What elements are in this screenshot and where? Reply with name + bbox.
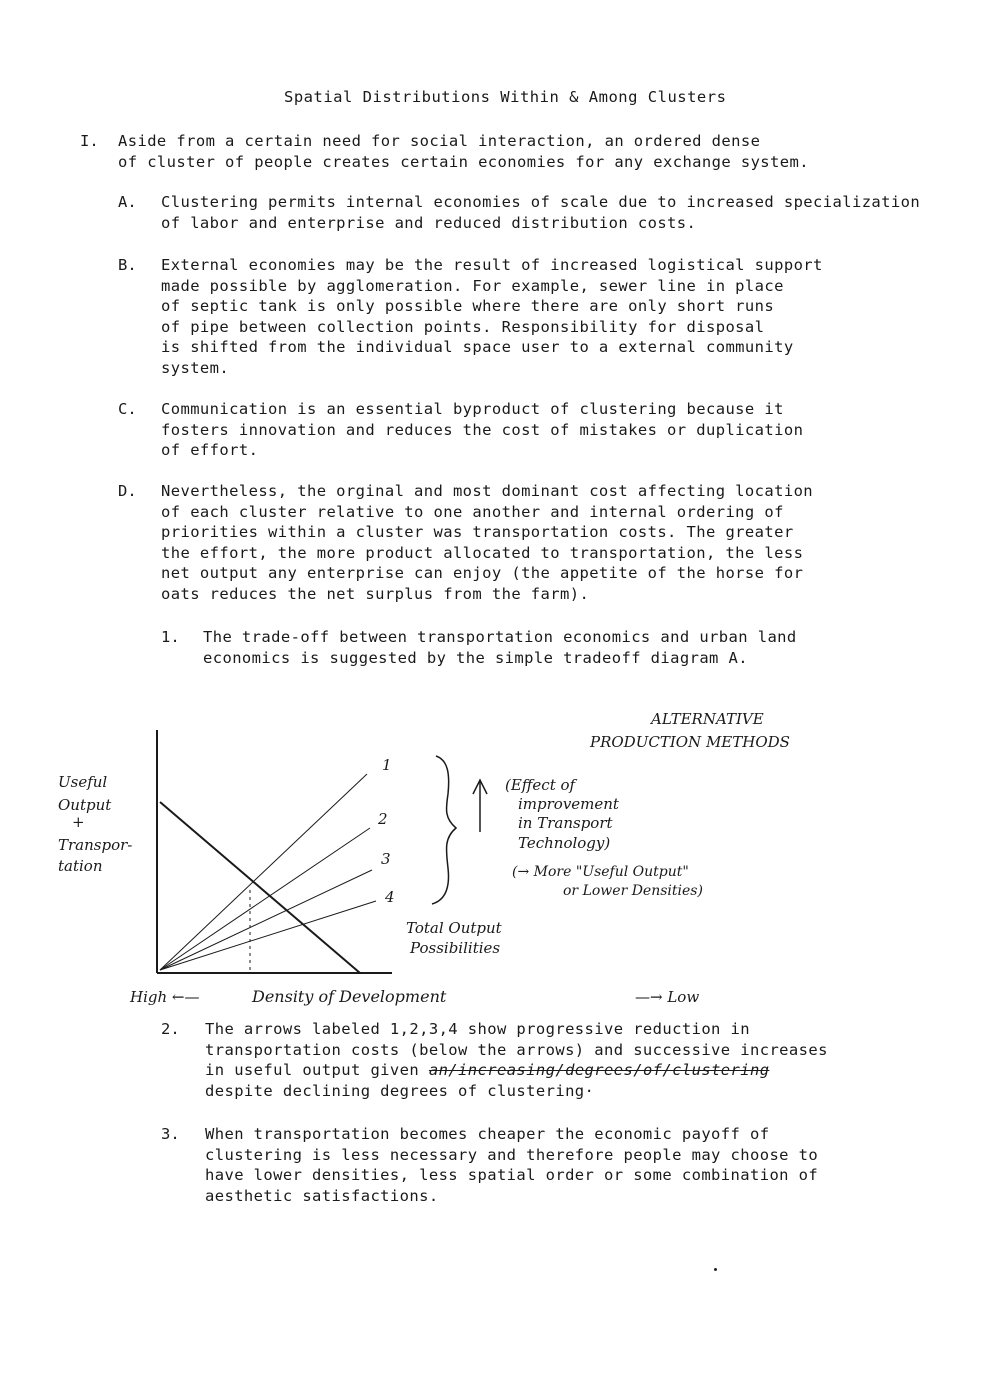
text-line: priorities within a cluster was transportation costs. The greater (161, 523, 794, 542)
subitem-2-text (205, 1019, 828, 1101)
text-line: Nevertheless, the orginal and most dominant cost affecting location (161, 482, 814, 500)
brace (432, 756, 456, 904)
y-axis-label: Useful (58, 773, 108, 791)
text-line: made possible by agglomeration. For example, sewer line in place (161, 276, 784, 295)
subitem-marker: 1. (161, 628, 180, 646)
more-output-note: (→ More "Useful Output" (512, 864, 689, 880)
text-line: transportation costs (below the arrows) and successive increases (205, 1040, 828, 1059)
x-axis-label-right: —→ Low (635, 988, 700, 1006)
x-axis-label-middle: Density of Development (252, 987, 447, 1006)
transport-cost-line (160, 802, 360, 973)
text-line: of effort. (161, 441, 259, 460)
total-output-label: Total Output (406, 919, 502, 937)
item-marker: C. (118, 400, 137, 418)
item-B-text (161, 255, 823, 379)
text-line: of each cluster relative to one another and internal ordering of (161, 502, 784, 521)
line-label-4: 4 (385, 888, 395, 906)
item-C-text (161, 399, 803, 461)
text-line: of cluster of people creates certain economies for any exchange system. (118, 152, 809, 171)
text-line: despite declining degrees of clustering· (205, 1081, 595, 1100)
text-line: is shifted from the individual space user to a external community (161, 338, 794, 357)
page-title: Spatial Distributions Within & Among Clusters (284, 88, 727, 106)
text-line: Communication is an essential byproduct of clustering because it (161, 400, 784, 418)
text-line: system. (161, 358, 230, 377)
text-line: Clustering permits internal economies of scale due to increased specialization (161, 193, 921, 211)
item-marker: A. (118, 193, 137, 211)
item-marker: D. (118, 482, 137, 500)
stray-mark (714, 1268, 717, 1271)
text-line: fosters innovation and reduces the cost of mistakes or duplication (161, 420, 804, 439)
text-line: have lower densities, less spatial order or some combination of (205, 1166, 819, 1185)
text-line: of pipe between collection points. Responsibility for disposal (161, 317, 765, 336)
text-line: economics is suggested by the simple tradeoff diagram A. (203, 648, 748, 667)
text-line: oats reduces the net surplus from the farm). (161, 584, 590, 603)
section-marker: I. (80, 132, 99, 150)
effect-note: (Effect of (505, 776, 576, 794)
text-line: aesthetic satisfactions. (205, 1186, 439, 1205)
y-axis-label: + (72, 813, 85, 831)
line-label-1: 1 (382, 756, 392, 774)
diagram-heading: ALTERNATIVE (651, 710, 764, 728)
total-output-label: Possibilities (410, 939, 501, 957)
subitem-3-text (205, 1124, 818, 1206)
diagram-heading: PRODUCTION METHODS (590, 733, 790, 751)
text-line: The trade-off between transportation economics and urban land (203, 628, 797, 646)
text-line: When transportation becomes cheaper the economic payoff of (205, 1125, 770, 1143)
tradeoff-diagram (0, 690, 981, 1030)
subitem-marker: 2. (161, 1020, 180, 1038)
text-line: the effort, the more product allocated to transportation, the less (161, 543, 804, 562)
text-line: The arrows labeled 1,2,3,4 show progressive reduction in (205, 1020, 750, 1038)
effect-note: improvement (518, 795, 619, 813)
item-marker: B. (118, 256, 137, 274)
line-label-2: 2 (378, 810, 388, 828)
text-line: of septic tank is only possible where there are only short runs (161, 297, 775, 316)
text-line: External economies may be the result of increased logistical support (161, 256, 823, 274)
y-axis-label: tation (58, 857, 103, 875)
y-axis-label: Transpor- (58, 836, 133, 854)
line-label-3: 3 (381, 850, 391, 868)
text-fragment: in useful output given (205, 1061, 429, 1080)
text-line: Aside from a certain need for social interaction, an ordered dense (118, 132, 761, 150)
y-axis-label: Output (58, 796, 112, 814)
subitem-marker: 3. (161, 1125, 180, 1143)
production-line-2 (160, 828, 370, 970)
effect-note: in Transport (518, 814, 613, 832)
production-line-1 (160, 774, 367, 970)
text-line: clustering is less necessary and therefore people may choose to (205, 1145, 819, 1164)
struck-out-text: an/increasing/degrees/of/clustering (428, 1061, 770, 1080)
section-I-text (118, 131, 809, 172)
subitem-1-text (203, 627, 797, 668)
more-output-note: or Lower Densities) (563, 883, 703, 899)
item-D-text (161, 481, 813, 605)
text-line: of labor and enterprise and reduced distribution costs. (161, 213, 697, 232)
text-line (205, 1060, 828, 1081)
x-axis-label-left: High ←— (130, 988, 200, 1006)
effect-note: Technology) (518, 834, 611, 852)
item-A-text (161, 192, 920, 233)
text-line: net output any enterprise can enjoy (the appetite of the horse for (161, 564, 804, 583)
